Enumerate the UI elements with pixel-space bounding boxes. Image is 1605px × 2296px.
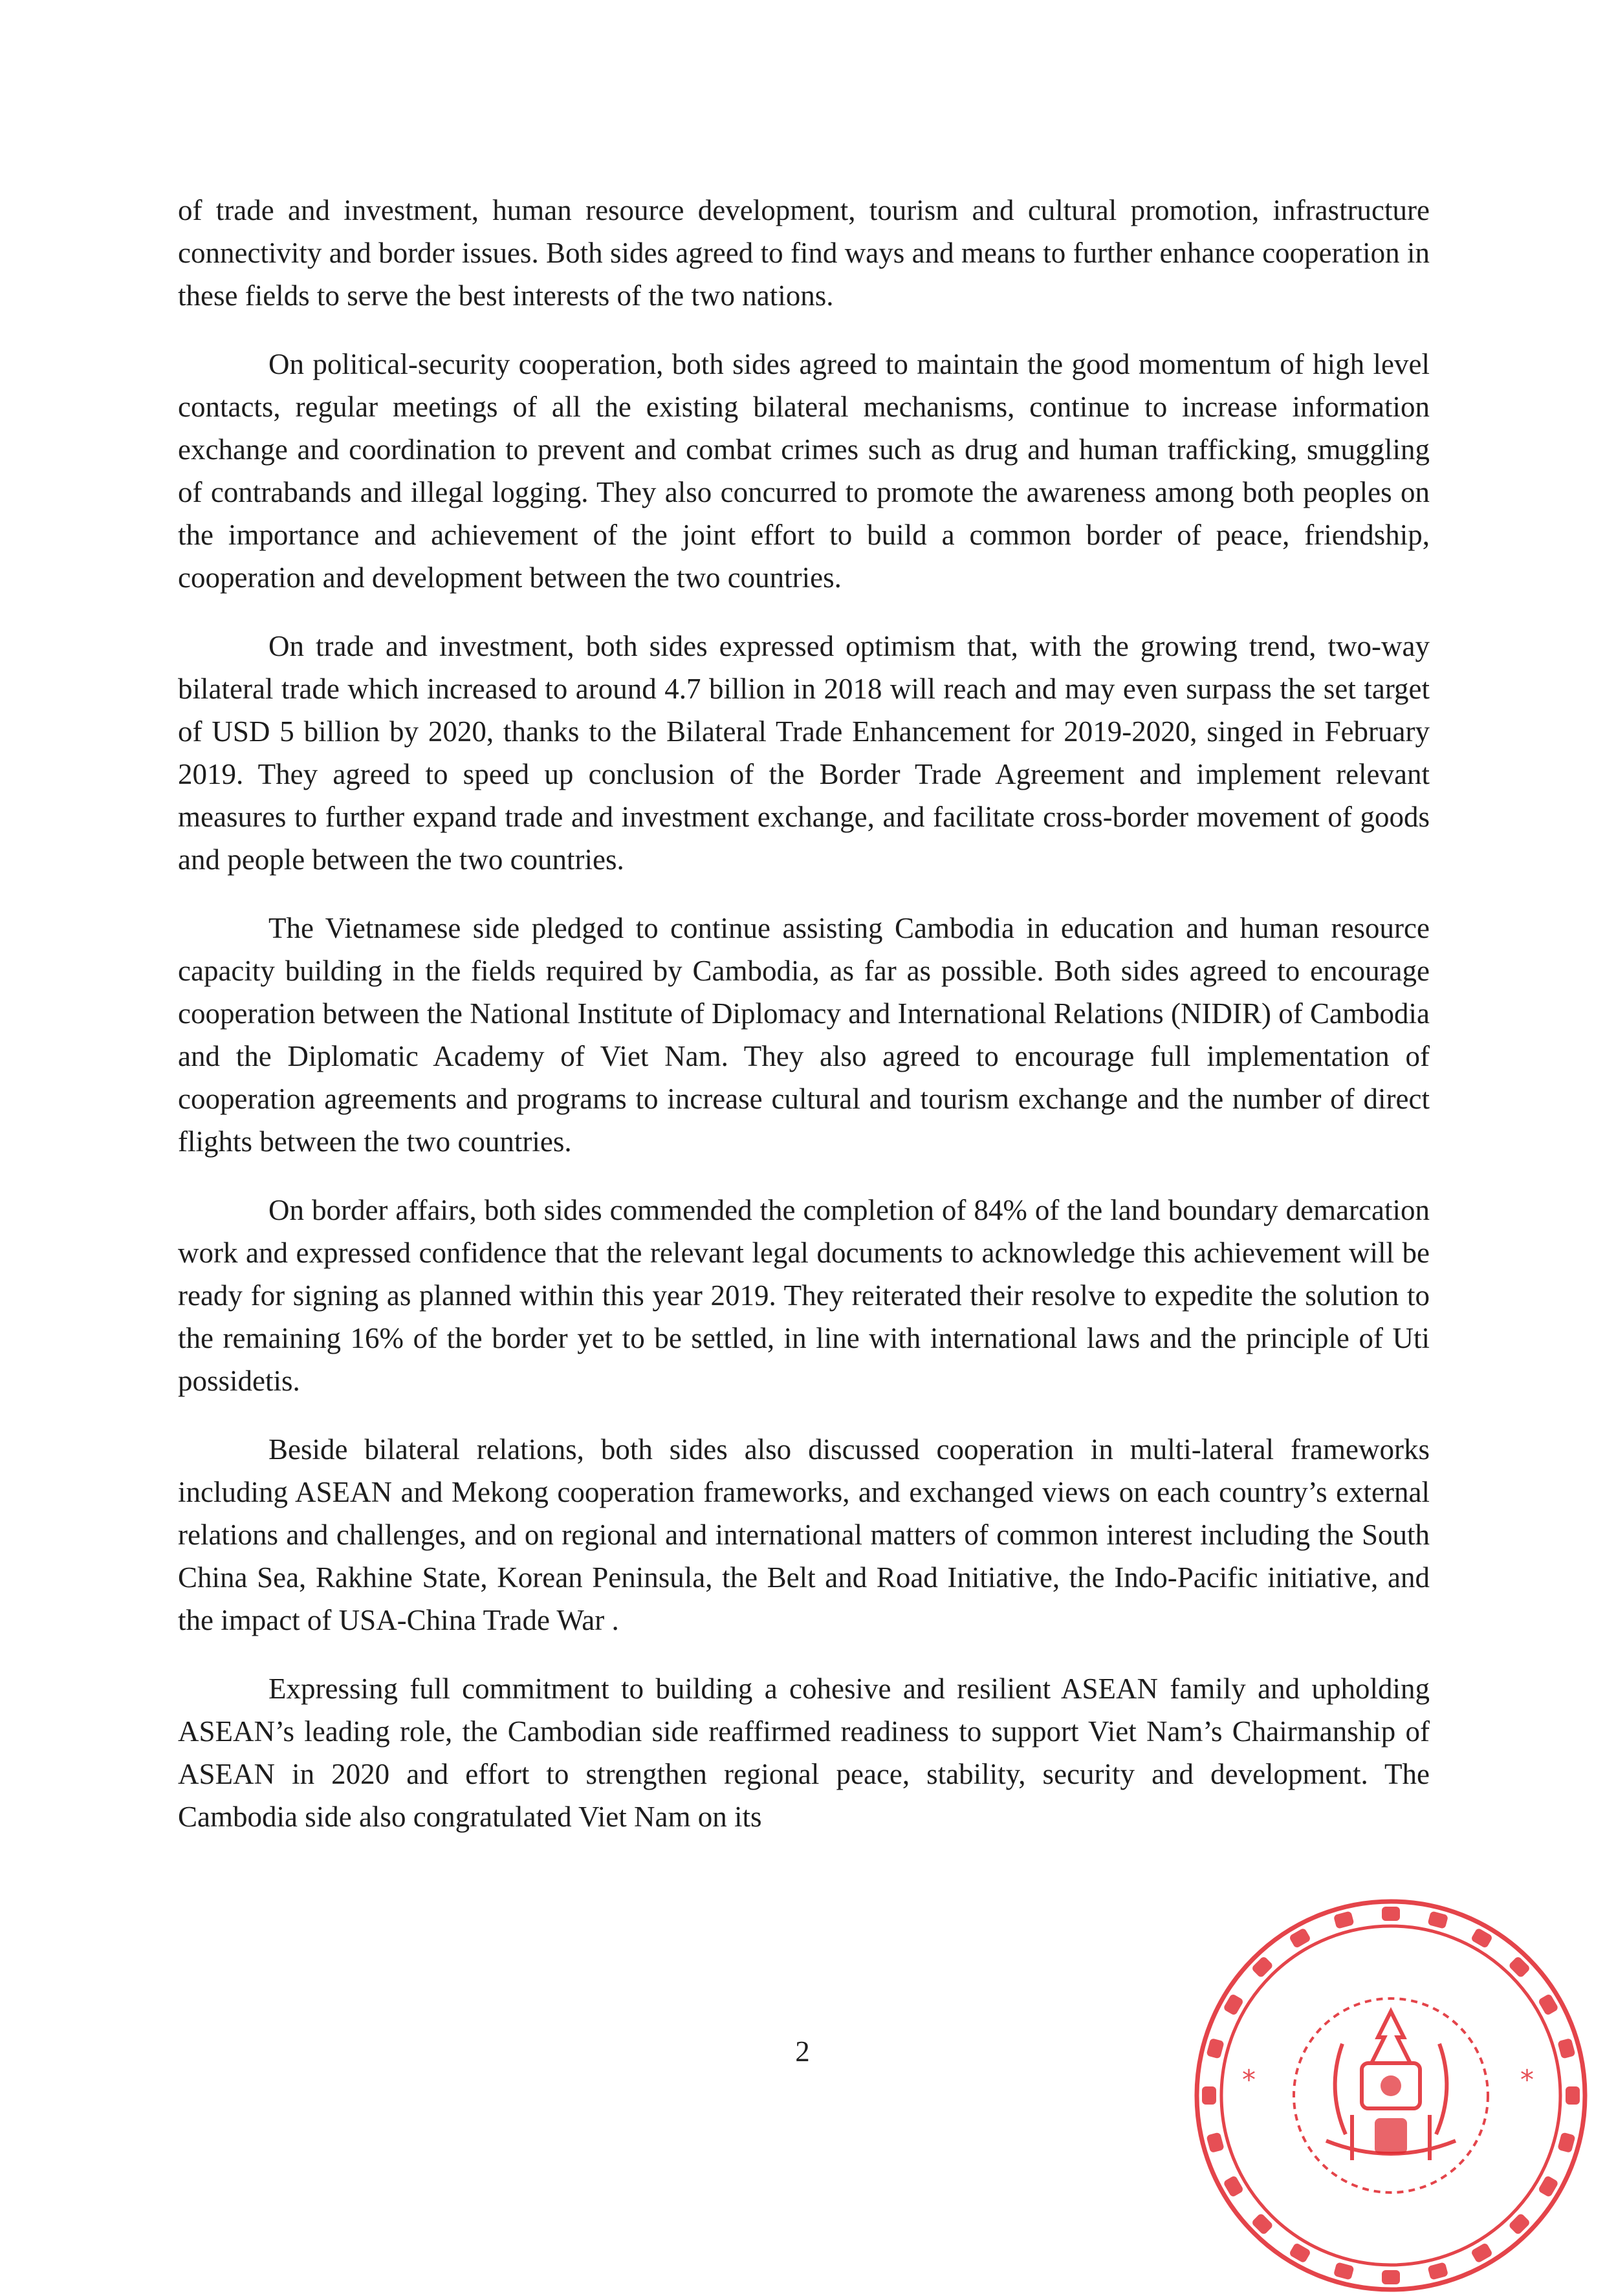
paragraph-trade-and-investment: On trade and investment, both sides expressed optimism that, with the growing trend, two-way bilateral trade which increased to around 4.7 billion in 2018 will reach and may even surpass the set target of USD 5 billion by 2020, thanks to the Bilateral Trade Enhancement for 2019-2020, singed in February 2019. They agreed to speed up conclusion of the Border Trade Agreement and implement relevant measures to further expand trade and investment exchange, and facilitate cross-border movement of goods and people between the two countries. (178, 630, 1430, 876)
paragraph-education-culture: The Vietnamese side pledged to continue assisting Cambodia in education and human resource capacity building in the fields required by Cambodia, as far as possible. Both sides agreed to encourage cooperation between the National Institute of Diplomacy and International Relations (NIDIR) of Cambodia and the Diplomatic Academy of Viet Nam. They also agreed to encourage full implementation of cooperation agreements and programs to increase cultural and tourism exchange and the number of direct flights between the two countries. (178, 912, 1430, 1158)
page-number: 2 (795, 2035, 810, 2068)
svg-text:*: * (1520, 2064, 1534, 2096)
official-seal-stamp (1158, 1882, 1605, 2296)
paragraph-asean-commitment: Expressing full commitment to building a cohesive and resilient ASEAN family and upholding ASEAN’s leading role, the Cambodian side reaffirmed readiness to support Viet Nam’s Chairmanship of ASEAN in 2020 and effort to strengthen regional peace, stability, security and development. The Cambodia side also congratulated Viet Nam on its (178, 1673, 1430, 1833)
svg-text:*: * (1242, 2064, 1256, 2096)
paragraph-political-security: On political-security cooperation, both sides agreed to maintain the good momentum of high level contacts, regular meetings of all the existing bilateral mechanisms, continue to increase information exchange and coordination to prevent and combat crimes such as drug and human trafficking, smuggling of contrabands and illegal logging. They also concurred to promote the awareness among both peoples on the importance and achievement of the joint effort to build a common border of peace, friendship, cooperation and development between the two countries. (178, 348, 1430, 594)
document-body (178, 189, 1430, 1864)
paragraph-border-affairs: On border affairs, both sides commended the completion of 84% of the land boundary demarcation work and expressed confidence that the relevant legal documents to acknowledge this achievement will be ready for signing as planned within this year 2019. They reiterated their resolve to expedite the solution to the remaining 16% of the border yet to be settled, in line with international laws and the principle of Uti possidetis. (178, 1194, 1430, 1397)
paragraph-trade-investment-continuation: of trade and investment, human resource development, tourism and cultural promotion, infrastructure connectivity and border issues. Both sides agreed to find ways and means to further enhance cooperation in these fields to serve the best interests of the two nations. (178, 194, 1430, 312)
paragraph-multilateral-relations: Beside bilateral relations, both sides also discussed cooperation in multi-lateral frameworks including ASEAN and Mekong cooperation frameworks, and exchanged views on each country’s external relations and challenges, and on regional and international matters of common interest including the South China Sea, Rakhine State, Korean Peninsula, the Belt and Road Initiative, the Indo-Pacific initiative, and the impact of USA-China Trade War . (178, 1433, 1430, 1636)
